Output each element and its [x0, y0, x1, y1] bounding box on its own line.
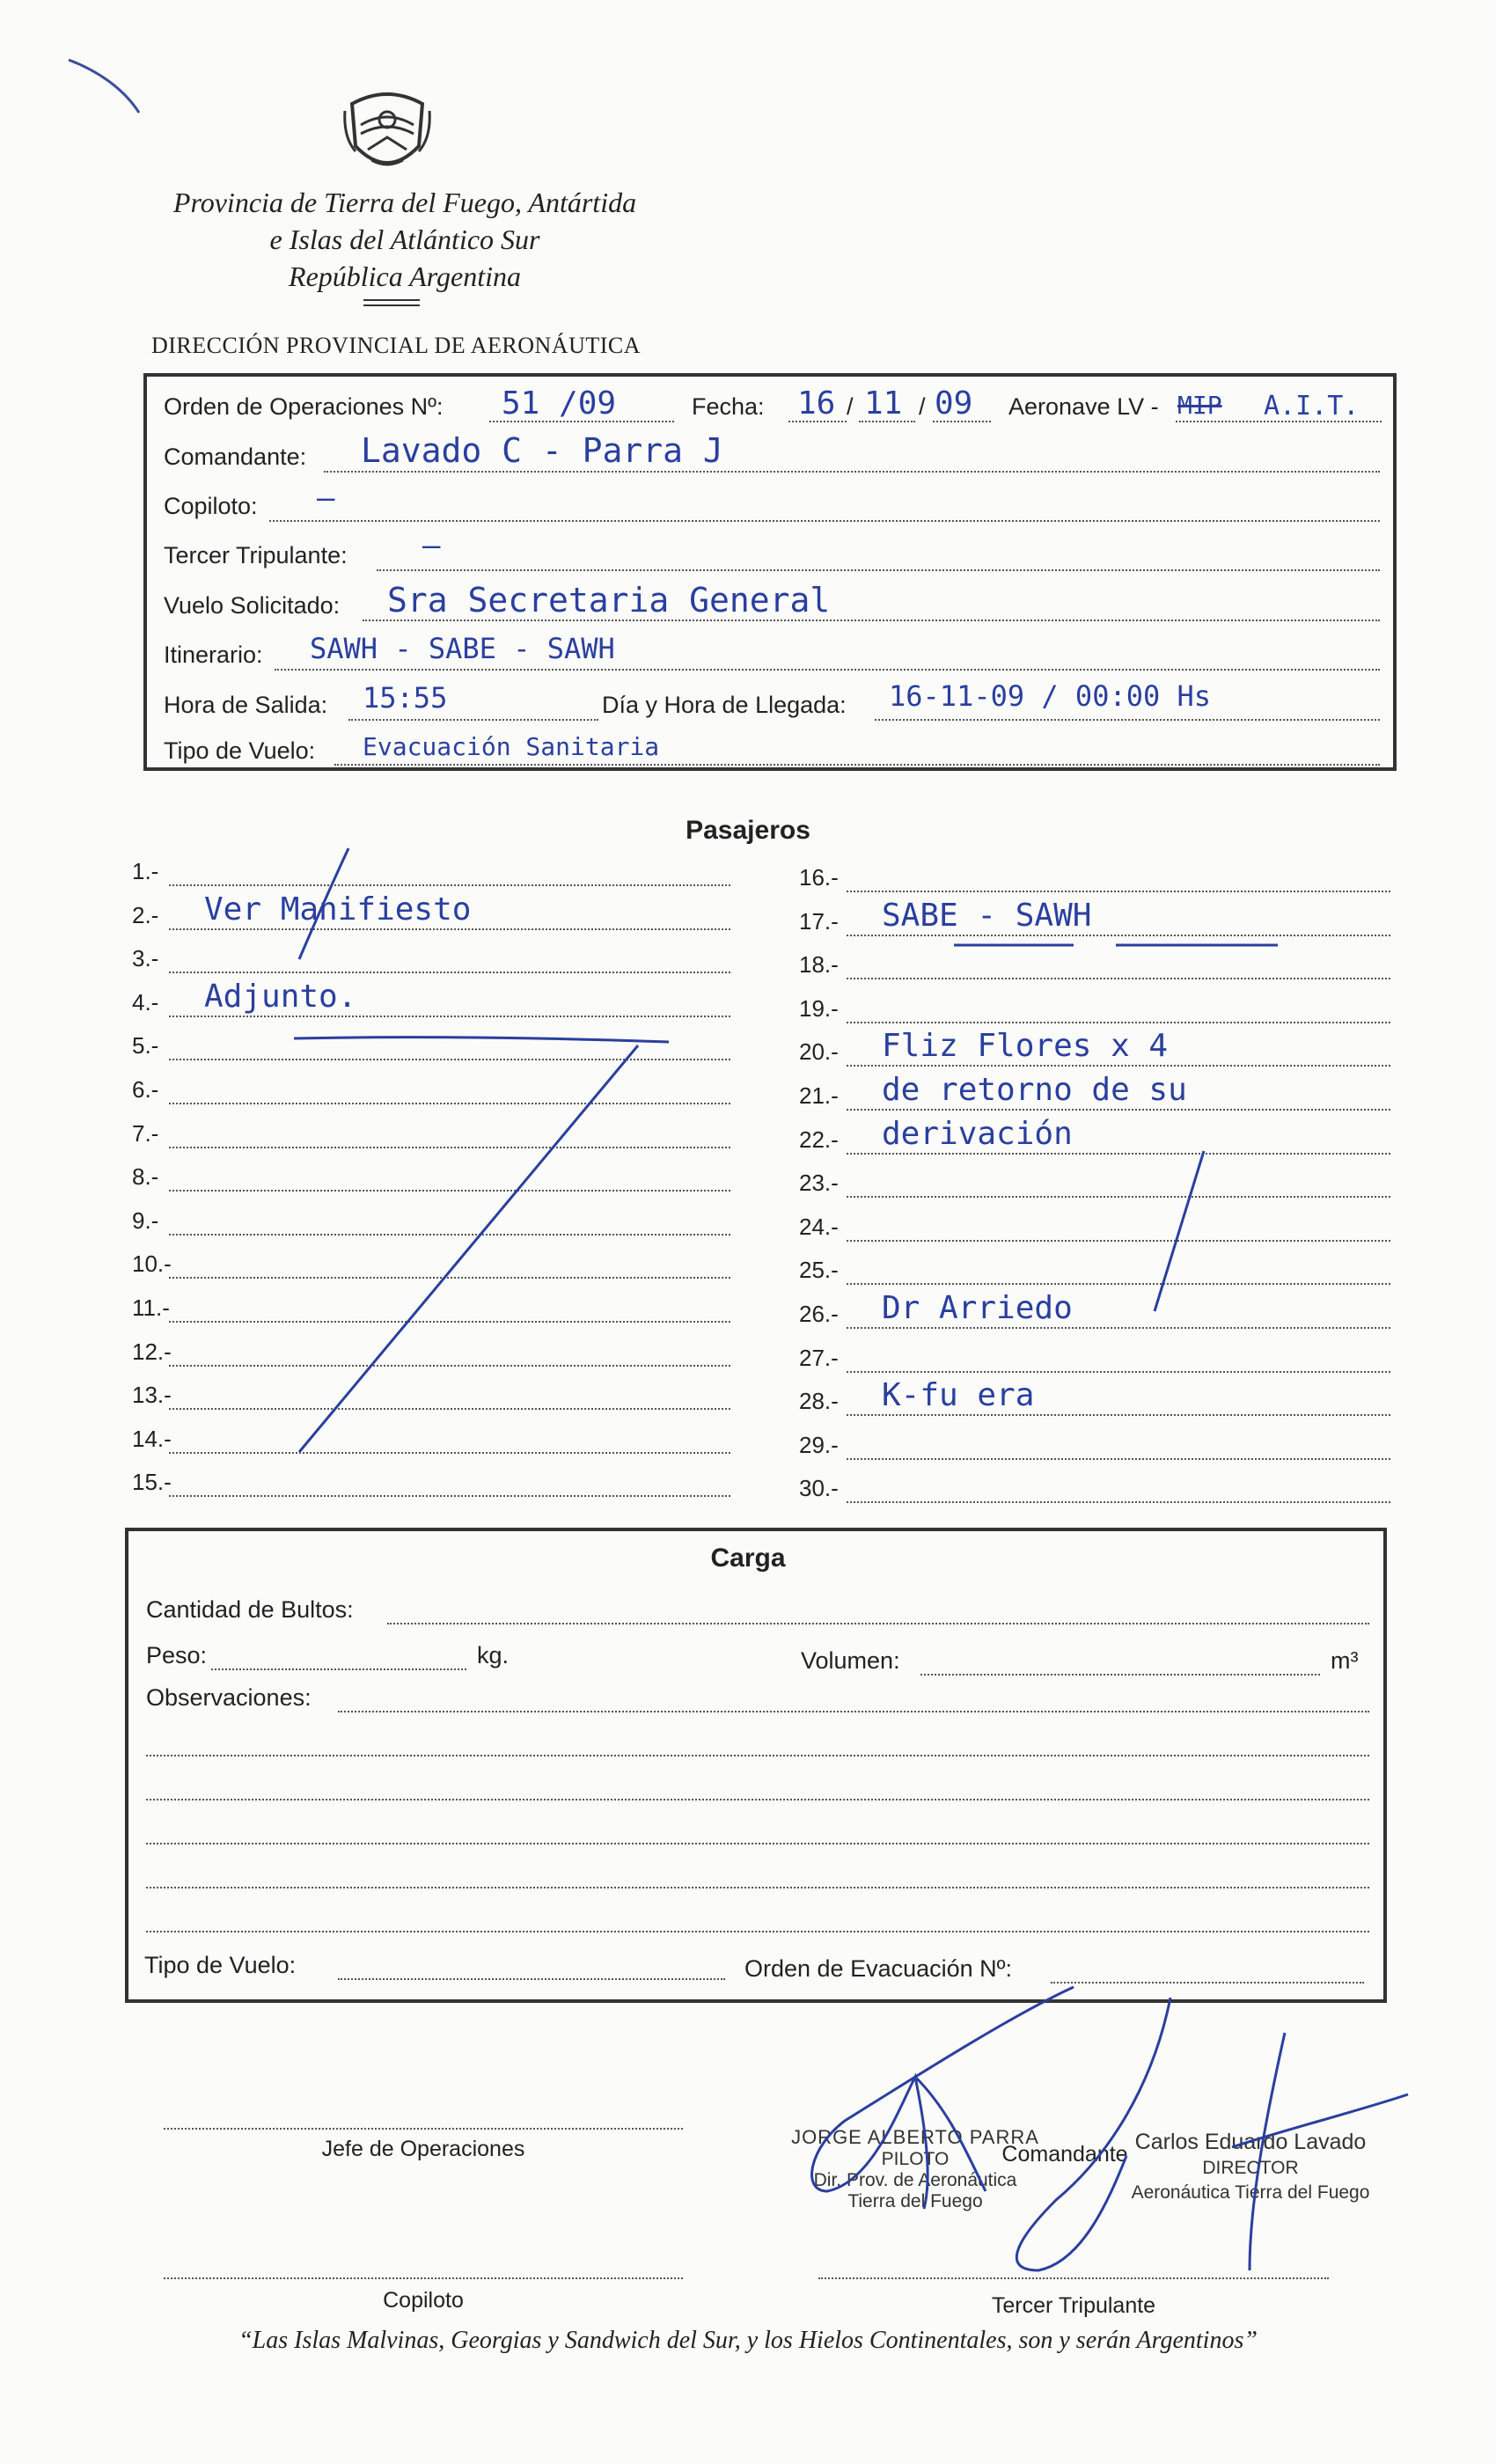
date-month-value[interactable]: 11 — [864, 385, 903, 422]
commander-signature-label: Comandante — [1001, 2142, 1128, 2167]
aircraft-struck-value: MIP — [1177, 391, 1222, 420]
volume-unit: m³ — [1331, 1647, 1359, 1674]
passenger-entry[interactable]: Ver Manifiesto — [204, 891, 472, 928]
passenger-number: 24.- — [799, 1213, 839, 1240]
passenger-number: 22.- — [799, 1126, 839, 1153]
volume-line — [920, 1674, 1320, 1676]
passenger-number: 11.- — [132, 1294, 170, 1321]
passenger-entry[interactable]: Dr Arriedo — [882, 1290, 1073, 1326]
copilot-line — [269, 520, 1380, 522]
passenger-number: 12.- — [132, 1338, 172, 1365]
requested-flight-line — [363, 620, 1380, 621]
cargo-flight-type-line — [338, 1978, 725, 1980]
passenger-number: 30.- — [799, 1475, 839, 1502]
province-crest-icon — [341, 84, 433, 181]
passenger-number: 6.- — [132, 1076, 159, 1103]
date-year-value[interactable]: 09 — [935, 385, 973, 422]
passenger-number: 29.- — [799, 1431, 839, 1458]
route-underline — [950, 936, 1285, 954]
passenger-line — [847, 978, 1390, 979]
right-column-stroke — [1144, 1144, 1214, 1320]
passenger-line — [169, 1495, 730, 1497]
date-separator: / — [919, 393, 926, 420]
third-crew-line — [377, 569, 1380, 571]
passenger-number: 13.- — [132, 1382, 172, 1409]
passenger-number: 10.- — [132, 1250, 172, 1278]
passenger-line — [847, 1414, 1390, 1416]
stamp1-org-line1: Dir. Prov. de Aeronáutica — [813, 2170, 1017, 2190]
order-number-value[interactable]: 51 /09 — [502, 385, 617, 422]
passenger-line — [847, 1153, 1390, 1155]
stamp1-name: JORGE ALBERTO PARRA — [791, 2126, 1039, 2148]
ops-chief-label: Jefe de Operaciones — [321, 2137, 525, 2161]
corner-pen-mark — [62, 53, 150, 123]
volume-label: Volumen: — [801, 1647, 900, 1674]
passenger-number: 18.- — [799, 951, 839, 979]
date-label: Fecha: — [692, 393, 765, 420]
passenger-line — [847, 1240, 1390, 1242]
department-title: DIRECCIÓN PROVINCIAL DE AERONÁUTICA — [151, 333, 642, 358]
requested-flight-label: Vuelo Solicitado: — [164, 592, 341, 619]
copilot-signature-label: Copiloto — [383, 2288, 464, 2313]
passenger-number: 28.- — [799, 1388, 839, 1415]
weight-label: Peso: — [146, 1642, 208, 1668]
commander-line — [324, 471, 1380, 473]
copilot-signature-line — [164, 2277, 683, 2279]
arrival-label: Día y Hora de Llegada: — [602, 692, 847, 718]
commander-value[interactable]: Lavado C - Parra J — [361, 431, 723, 470]
copilot-label: Copiloto: — [164, 493, 258, 519]
observations-label: Observaciones: — [146, 1684, 312, 1711]
passenger-line — [847, 1327, 1390, 1329]
passengers-underline — [290, 1030, 678, 1047]
passenger-number: 9.- — [132, 1206, 159, 1234]
passenger-line — [847, 1109, 1390, 1111]
province-name-line1: Provincia de Tierra del Fuego, Antártida — [172, 187, 637, 218]
flight-type-line — [334, 764, 1380, 766]
passenger-number: 15.- — [132, 1469, 172, 1496]
passenger-number: 16.- — [799, 864, 839, 891]
copilot-value[interactable]: — — [317, 480, 335, 516]
departure-time-value[interactable]: 15:55 — [363, 681, 448, 715]
passenger-line — [847, 1283, 1390, 1285]
passenger-number: 26.- — [799, 1301, 839, 1327]
date-separator: / — [847, 393, 854, 420]
passenger-number: 7.- — [132, 1119, 159, 1147]
passenger-number: 25.- — [799, 1257, 839, 1284]
observations-line — [146, 1887, 1369, 1888]
passenger-number: 4.- — [132, 988, 159, 1016]
order-number-label: Orden de Operaciones Nº: — [164, 393, 444, 420]
passenger-number: 3.- — [132, 945, 159, 972]
passenger-entry[interactable]: K-fu era — [882, 1377, 1035, 1414]
commander-signature-scribble — [792, 1980, 1408, 2332]
passenger-line — [847, 1196, 1390, 1198]
commander-label: Comandante: — [164, 444, 307, 470]
stamp1-role: PILOTO — [881, 2149, 950, 2169]
observations-line — [338, 1711, 1369, 1712]
passenger-number: 8.- — [132, 1163, 159, 1191]
passenger-line — [169, 972, 730, 973]
cargo-title: Carga — [710, 1544, 786, 1573]
passenger-number: 21.- — [799, 1082, 839, 1109]
weight-line — [211, 1668, 466, 1670]
passenger-line — [847, 1501, 1390, 1503]
aircraft-label: Aeronave LV - — [1008, 393, 1159, 420]
third-crew-signature-label: Tercer Tripulante — [991, 2293, 1156, 2318]
province-name-line3: República Argentina — [289, 260, 521, 292]
passenger-number: 19.- — [799, 994, 839, 1022]
passenger-line — [847, 891, 1390, 892]
passengers-title: Pasajeros — [686, 816, 810, 845]
header-divider — [363, 304, 420, 306]
passenger-line — [169, 884, 730, 886]
observations-line — [146, 1755, 1369, 1756]
passenger-entry[interactable]: Adjunto. — [204, 978, 357, 1015]
passenger-entry[interactable]: de retorno de su — [882, 1072, 1187, 1108]
observations-line — [146, 1799, 1369, 1800]
requested-flight-value[interactable]: Sra Secretaria General — [387, 581, 831, 620]
passenger-number: 27.- — [799, 1344, 839, 1371]
cargo-flight-type-label: Tipo de Vuelo: — [144, 1952, 297, 1978]
passenger-number: 5.- — [132, 1032, 159, 1060]
stamp2-org: Aeronáutica Tierra del Fuego — [1131, 2182, 1370, 2203]
passenger-line — [847, 1022, 1390, 1023]
ops-chief-signature-line — [164, 2128, 683, 2130]
stamp1-org-line2: Tierra del Fuego — [847, 2191, 983, 2211]
passenger-number: 2.- — [132, 901, 159, 928]
passenger-number: 17.- — [799, 907, 839, 935]
itinerary-label: Itinerario: — [164, 642, 263, 668]
passenger-entry[interactable]: SABE - SAWH — [882, 897, 1092, 934]
arrival-value[interactable]: 16-11-09 / 00:00 Hs — [889, 679, 1212, 713]
province-name-line2: e Islas del Atlántico Sur — [269, 224, 540, 255]
packages-line — [387, 1623, 1369, 1624]
observations-line — [146, 1843, 1369, 1844]
passenger-line — [847, 1065, 1390, 1067]
evacuation-order-label: Orden de Evacuación Nº: — [744, 1955, 1013, 1982]
weight-unit: kg. — [477, 1642, 510, 1668]
footer-motto: “Las Islas Malvinas, Georgias y Sandwich del Sur, y los Hielos Continentales, son y serán Argentinos” — [238, 2327, 1258, 2354]
passenger-line — [169, 1016, 730, 1017]
itinerary-line — [275, 669, 1380, 671]
passenger-entry[interactable]: Fliz Flores x 4 — [882, 1028, 1169, 1065]
header-divider — [363, 299, 420, 301]
passenger-line — [847, 1371, 1390, 1373]
stamp2-role: DIRECTOR — [1202, 2158, 1299, 2178]
departure-time-label: Hora de Salida: — [164, 692, 328, 718]
aircraft-value[interactable]: A.I.T. — [1264, 391, 1360, 422]
passenger-number: 1.- — [132, 858, 159, 884]
flight-type-value[interactable]: Evacuación Sanitaria — [363, 732, 660, 761]
third-crew-label: Tercer Tripulante: — [164, 542, 348, 568]
packages-label: Cantidad de Bultos: — [146, 1596, 354, 1623]
passenger-number: 20.- — [799, 1038, 839, 1066]
passenger-number: 14.- — [132, 1425, 172, 1452]
passenger-line — [847, 1458, 1390, 1460]
observations-line — [146, 1931, 1369, 1932]
flight-type-label: Tipo de Vuelo: — [164, 737, 316, 764]
third-crew-value[interactable]: — — [422, 528, 441, 563]
passengers-strike-line — [282, 1038, 651, 1461]
passenger-line — [169, 928, 730, 930]
arrival-line — [875, 719, 1380, 721]
date-day-value[interactable]: 16 — [797, 385, 836, 422]
stamp2-name: Carlos Eduardo Lavado — [1134, 2130, 1367, 2154]
itinerary-value[interactable]: SAWH - SABE - SAWH — [310, 632, 615, 665]
departure-time-line — [348, 719, 598, 721]
passenger-entry[interactable]: derivación — [882, 1115, 1073, 1152]
passenger-number: 23.- — [799, 1170, 839, 1197]
passengers-check-stroke — [290, 845, 361, 968]
